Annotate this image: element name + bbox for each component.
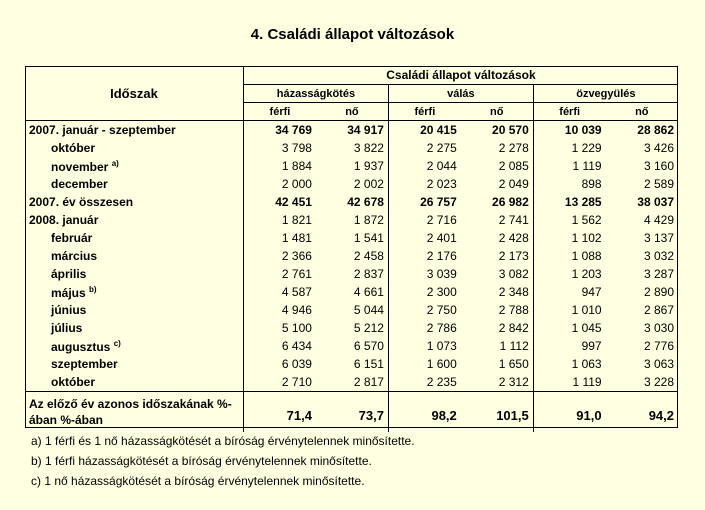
table-cell: 3 822 xyxy=(316,139,389,157)
table-cell: 13 285 xyxy=(564,195,602,209)
table-cell: 98,2 xyxy=(388,392,460,433)
table-cell: 1 562 xyxy=(571,213,602,227)
row-label-text: november xyxy=(51,159,109,174)
row-label xyxy=(25,121,243,140)
table-cell: 2 049 xyxy=(461,175,533,193)
table-cell: 5 100 xyxy=(281,321,312,335)
table-row-percentage xyxy=(25,392,678,433)
table-cell: 2 428 xyxy=(461,229,533,247)
table-cell: 2 842 xyxy=(461,319,533,337)
table-row xyxy=(25,157,678,175)
table-row xyxy=(25,193,678,211)
page-title: 4. Családi állapot változások xyxy=(250,26,455,43)
table-cell: 2 401 xyxy=(426,231,457,245)
table-cell: 1 884 xyxy=(281,159,312,173)
col-header-female: nő xyxy=(606,103,678,121)
table-cell: 1 010 xyxy=(571,303,602,317)
table-cell: 2 312 xyxy=(461,373,533,392)
table-cell: 1 481 xyxy=(281,231,312,245)
table-cell: 2 741 xyxy=(461,211,533,229)
table-row xyxy=(25,175,678,193)
table-cell: 6 039 xyxy=(281,357,312,371)
row-label xyxy=(25,175,243,193)
table-cell: 73,7 xyxy=(316,392,389,433)
table-cell: 4 587 xyxy=(281,285,312,299)
table-cell: 6 434 xyxy=(281,339,312,353)
table-cell: 42 451 xyxy=(275,195,312,209)
table-cell: 2 176 xyxy=(426,249,457,263)
table-cell: 2 235 xyxy=(426,375,457,389)
row-label xyxy=(25,319,243,337)
table-cell: 3 137 xyxy=(643,231,674,245)
row-label-text: október xyxy=(51,141,96,155)
table-cell: 34 917 xyxy=(316,121,389,140)
table-cell: 2 761 xyxy=(281,267,312,281)
table-row xyxy=(25,373,678,392)
row-label xyxy=(25,139,243,157)
footnotes xyxy=(31,431,415,491)
table-cell: 2 366 xyxy=(281,249,312,263)
table-cell: 6 570 xyxy=(316,337,389,355)
table-cell: 2 716 xyxy=(426,213,457,227)
row-label-text: március xyxy=(51,249,98,263)
table-cell: 5 044 xyxy=(316,301,389,319)
table-row xyxy=(25,337,678,355)
table-cell: 26 757 xyxy=(420,195,457,209)
col-header-male: férfi xyxy=(533,103,605,121)
footnote-c: c) 1 nő házasságkötését a bíróság érvénytelennek minősítette. xyxy=(31,474,365,488)
table-row xyxy=(25,355,678,373)
table-row xyxy=(25,301,678,319)
table-cell: 3 082 xyxy=(461,265,533,283)
table-cell: 2 837 xyxy=(316,265,389,283)
table-cell: 3 228 xyxy=(643,375,674,389)
row-label-text: 2007. év összesen xyxy=(29,195,134,209)
subgroup-header-divorce: válás xyxy=(388,85,533,103)
row-label-text: 2008. január xyxy=(29,213,99,227)
table-cell: 1 045 xyxy=(571,321,602,335)
table-cell: 2 776 xyxy=(643,339,674,353)
table-cell: 2 023 xyxy=(426,177,457,191)
col-header-male: férfi xyxy=(388,103,460,121)
table-cell: 42 678 xyxy=(316,193,389,211)
table-cell: 26 982 xyxy=(461,193,533,211)
col-header-female: nő xyxy=(316,103,389,121)
row-label-text: július xyxy=(51,321,83,335)
table-cell: 2 348 xyxy=(461,283,533,301)
row-label: Az előző év azonos időszakának %-ában %-ában xyxy=(25,392,243,433)
table-cell: 1 600 xyxy=(426,357,457,371)
col-header-female: nő xyxy=(461,103,533,121)
table-cell: 3 039 xyxy=(426,267,457,281)
table-cell: 1 119 xyxy=(572,375,602,389)
row-label xyxy=(25,211,243,229)
table-cell: 3 287 xyxy=(643,267,674,281)
table-cell: 2 044 xyxy=(426,159,457,173)
subgroup-header-marriage: házasságkötés xyxy=(243,85,388,103)
row-label xyxy=(25,373,243,392)
table-cell: 1 102 xyxy=(571,231,602,245)
table-cell: 2 750 xyxy=(426,303,457,317)
table-cell: 1 541 xyxy=(316,229,389,247)
table-cell: 71,4 xyxy=(243,392,316,433)
table-cell: 3 160 xyxy=(643,159,674,173)
table-cell: 3 798 xyxy=(281,141,312,155)
table-cell: 1 063 xyxy=(571,357,602,371)
table-cell: 1 112 xyxy=(461,337,533,355)
row-label xyxy=(25,283,243,301)
table-row xyxy=(25,139,678,157)
row-label xyxy=(25,229,243,247)
table-cell: 20 570 xyxy=(461,121,533,140)
table-cell: 1 088 xyxy=(571,249,602,263)
table-row xyxy=(25,265,678,283)
footnote-marker: c) xyxy=(113,338,121,348)
table-cell: 3 063 xyxy=(643,357,674,371)
row-label-text: szeptember xyxy=(51,357,118,371)
table-row xyxy=(25,229,678,247)
table-row xyxy=(25,121,678,140)
table-cell: 1 203 xyxy=(571,267,602,281)
row-label xyxy=(25,193,243,211)
table-cell: 2 002 xyxy=(316,175,389,193)
table-cell: 2 300 xyxy=(426,285,457,299)
period-header: Időszak xyxy=(25,66,243,121)
table-cell: 94,2 xyxy=(606,392,678,433)
table-cell: 898 xyxy=(581,177,602,191)
table-cell: 1 650 xyxy=(461,355,533,373)
table-cell: 101,5 xyxy=(461,392,533,433)
table-cell: 6 151 xyxy=(316,355,389,373)
row-label-text: október xyxy=(51,375,96,389)
row-label xyxy=(25,337,243,355)
footnote-b: b) 1 férfi házasságkötését a bíróság érvénytelennek minősítette. xyxy=(31,454,372,468)
row-label xyxy=(25,157,243,175)
table-cell: 3 032 xyxy=(643,249,674,263)
table-row xyxy=(25,283,678,301)
table-cell: 2 173 xyxy=(461,247,533,265)
table-cell: 1 119 xyxy=(572,159,602,173)
table-cell: 3 426 xyxy=(643,141,674,155)
table-row xyxy=(25,319,678,337)
table-cell: 2 085 xyxy=(461,157,533,175)
table-cell: 1 229 xyxy=(571,141,602,155)
table-cell: 2 788 xyxy=(461,301,533,319)
table-cell: 947 xyxy=(581,285,602,299)
row-label-text: 2007. január - szeptember xyxy=(29,123,176,137)
table-cell: 2 710 xyxy=(281,375,312,389)
row-label-text: december xyxy=(51,177,108,191)
table-cell: 20 415 xyxy=(420,123,457,137)
table-cell: 2 458 xyxy=(316,247,389,265)
table-cell: 4 946 xyxy=(281,303,312,317)
group-header: Családi állapot változások xyxy=(243,66,678,85)
table-cell: 3 030 xyxy=(643,321,674,335)
table-cell: 2 867 xyxy=(643,303,674,317)
table-cell: 5 212 xyxy=(316,319,389,337)
table-cell: 2 786 xyxy=(426,321,457,335)
table-cell: 2 275 xyxy=(426,141,457,155)
row-label-text: február xyxy=(51,231,93,245)
table-cell: 91,0 xyxy=(533,392,605,433)
table-cell: 4 429 xyxy=(643,213,674,227)
table-cell: 1 937 xyxy=(316,157,389,175)
table-cell: 1 073 xyxy=(426,339,457,353)
table-cell: 2 000 xyxy=(281,177,312,191)
row-label xyxy=(25,247,243,265)
table-cell: 4 661 xyxy=(316,283,389,301)
data-table xyxy=(25,66,678,432)
table-cell: 34 769 xyxy=(275,123,312,137)
table-cell: 2 890 xyxy=(643,285,674,299)
table-cell: 1 872 xyxy=(316,211,389,229)
subgroup-header-widowhood: özvegyülés xyxy=(533,85,678,103)
row-label-text: június xyxy=(51,303,87,317)
table-row xyxy=(25,211,678,229)
row-label-text: április xyxy=(51,267,87,281)
table-row xyxy=(25,247,678,265)
footnote-a: a) 1 férfi és 1 nő házasságkötését a bíróság érvénytelennek minősítette. xyxy=(31,434,415,448)
row-label xyxy=(25,301,243,319)
table-cell: 997 xyxy=(581,339,602,353)
col-header-male: férfi xyxy=(243,103,316,121)
row-label-text: augusztus xyxy=(51,339,111,354)
table-cell: 2 278 xyxy=(461,139,533,157)
table-cell: 28 862 xyxy=(637,123,674,137)
table-cell: 2 817 xyxy=(316,373,389,392)
footnote-marker: a) xyxy=(111,158,119,168)
row-label xyxy=(25,355,243,373)
row-label-text: május xyxy=(51,285,86,300)
footnote-marker: b) xyxy=(89,284,97,294)
table-cell: 2 589 xyxy=(643,177,674,191)
row-label xyxy=(25,265,243,283)
table-cell: 1 821 xyxy=(281,213,312,227)
table-cell: 38 037 xyxy=(637,195,674,209)
table-cell: 10 039 xyxy=(564,123,602,137)
